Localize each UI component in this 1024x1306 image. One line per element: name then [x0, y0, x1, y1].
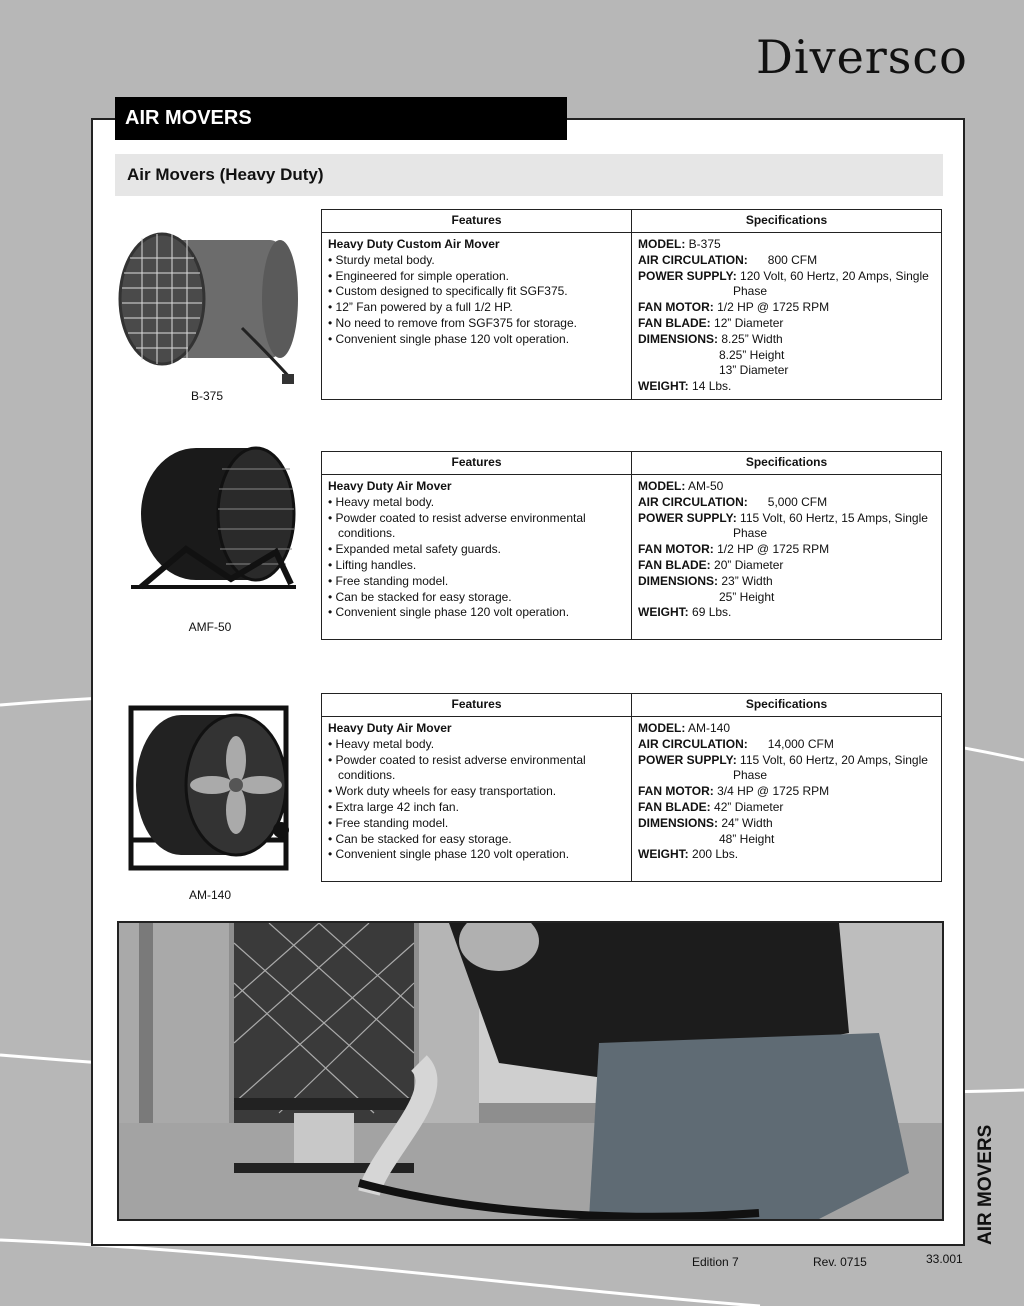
spec-weight: 14 Lbs. — [692, 379, 732, 394]
spec-dim: 8.25” Width — [721, 331, 783, 346]
spec-label: MODEL: — [638, 237, 686, 251]
feature-item: • Work duty wheels for easy transportation. — [328, 784, 557, 799]
feature-item: • Heavy metal body. — [328, 494, 435, 509]
spec-blade: 42” Diameter — [714, 799, 784, 814]
spec-label: WEIGHT: — [638, 605, 689, 620]
spec-air: 14,000 CFM — [767, 736, 834, 751]
feature-item: • Heavy metal body. — [328, 736, 435, 751]
spec-label: DIMENSIONS: — [638, 331, 719, 346]
spec-dim: 25” Height — [719, 589, 775, 604]
feature-item: • Engineered for simple operation. — [328, 268, 509, 283]
feature-item: • Can be stacked for easy storage. — [328, 589, 512, 604]
spec-dim: 48” Height — [719, 831, 775, 846]
spec-air: 5,000 CFM — [767, 494, 828, 509]
spec-label: DIMENSIONS: — [638, 573, 719, 588]
feature-item: • Extra large 42 inch fan. — [328, 799, 459, 814]
spec-weight: 200 Lbs. — [692, 847, 739, 862]
spec-dim: 13” Diameter — [719, 363, 789, 378]
spec-label: FAN MOTOR: — [638, 300, 714, 315]
feature-title: Heavy Duty Air Mover — [328, 479, 452, 493]
spec-label: POWER SUPPLY: — [638, 268, 737, 283]
spec-dim: 23” Width — [721, 573, 773, 588]
feature-item: • 12” Fan powered by a full 1/2 HP. — [328, 300, 513, 315]
spec-label: WEIGHT: — [638, 847, 689, 862]
features-cell — [322, 717, 632, 882]
feature-item: • Powder coated to resist adverse environmental conditions. — [328, 752, 586, 783]
feature-item: • Lifting handles. — [328, 557, 417, 572]
product-caption: AMF-50 — [188, 620, 232, 634]
feature-item: • Convenient single phase 120 volt operation. — [328, 847, 570, 862]
feature-item: • Expanded metal safety guards. — [328, 542, 501, 557]
product-spec-table — [321, 209, 942, 400]
spec-power-cont: Phase — [733, 284, 768, 299]
features-header: Features — [322, 210, 632, 233]
specifications-cell — [632, 717, 942, 882]
spec-label: FAN BLADE: — [638, 557, 711, 572]
specifications-cell — [632, 233, 942, 400]
feature-item: • No need to remove from SGF375 for storage. — [328, 315, 577, 330]
spec-motor: 1/2 HP @ 1725 RPM — [717, 300, 830, 315]
spec-power-cont: Phase — [733, 526, 768, 541]
am140-fan-image — [126, 700, 296, 875]
features-header: Features — [322, 452, 632, 475]
feature-item: • Can be stacked for easy storage. — [328, 831, 512, 846]
spec-label: POWER SUPPLY: — [638, 510, 737, 525]
specifications-header: Specifications — [632, 210, 942, 233]
footer-page-number: 33.001 — [926, 1252, 963, 1266]
spec-model: AM-50 — [688, 479, 724, 493]
spec-label: FAN MOTOR: — [638, 542, 714, 557]
spec-label: POWER SUPPLY: — [638, 752, 737, 767]
spec-power: 115 Volt, 60 Hertz, 15 Amps, Single — [740, 510, 928, 525]
b375-fan-image — [112, 228, 302, 398]
product-spec-table — [321, 451, 942, 640]
product-spec-table — [321, 693, 942, 882]
specifications-header: Specifications — [632, 452, 942, 475]
spec-model: B-375 — [688, 237, 721, 251]
spec-label: MODEL: — [638, 721, 686, 735]
feature-title: Heavy Duty Air Mover — [328, 721, 452, 735]
feature-item: • Free standing model. — [328, 573, 449, 588]
product-caption: B-375 — [190, 389, 224, 403]
spec-power: 120 Volt, 60 Hertz, 20 Amps, Single — [740, 268, 929, 283]
feature-item: • Custom designed to specifically fit SGF375. — [328, 284, 568, 299]
brand-logo: Diversco — [756, 30, 968, 84]
side-section-label: AIR MOVERS — [975, 1124, 996, 1245]
spec-label: FAN MOTOR: — [638, 784, 714, 799]
feature-item: • Powder coated to resist adverse environmental conditions. — [328, 510, 586, 541]
spec-blade: 12” Diameter — [714, 315, 784, 330]
section-subtitle: Air Movers (Heavy Duty) — [115, 154, 943, 196]
spec-label: WEIGHT: — [638, 379, 689, 394]
spec-blade: 20” Diameter — [714, 557, 784, 572]
spec-label: AIR CIRCULATION: — [638, 736, 748, 751]
footer-edition: Edition 7 — [692, 1255, 739, 1269]
spec-motor: 3/4 HP @ 1725 RPM — [717, 784, 830, 799]
specifications-header: Specifications — [632, 694, 942, 717]
footer-rev: Rev. 0715 — [813, 1255, 867, 1269]
spec-dim: 24” Width — [721, 815, 773, 830]
spec-label: MODEL: — [638, 479, 686, 493]
spec-motor: 1/2 HP @ 1725 RPM — [717, 542, 830, 557]
spec-label: AIR CIRCULATION: — [638, 252, 748, 267]
spec-power-cont: Phase — [733, 768, 768, 783]
feature-item: • Sturdy metal body. — [328, 252, 435, 267]
feature-item: • Free standing model. — [328, 815, 449, 830]
worker-photo — [117, 921, 944, 1221]
spec-weight: 69 Lbs. — [692, 605, 732, 620]
features-cell — [322, 233, 632, 400]
features-cell — [322, 475, 632, 640]
feature-item: • Convenient single phase 120 volt operation. — [328, 605, 570, 620]
features-header: Features — [322, 694, 632, 717]
amf50-fan-image — [126, 444, 301, 594]
feature-item: • Convenient single phase 120 volt operation. — [328, 331, 570, 346]
spec-model: AM-140 — [688, 721, 731, 735]
spec-label: FAN BLADE: — [638, 315, 711, 330]
product-caption: AM-140 — [188, 888, 232, 902]
specifications-cell — [632, 475, 942, 640]
spec-label: AIR CIRCULATION: — [638, 494, 748, 509]
spec-label: DIMENSIONS: — [638, 815, 719, 830]
section-title: AIR MOVERS — [115, 97, 567, 140]
feature-title: Heavy Duty Custom Air Mover — [328, 237, 500, 251]
spec-air: 800 CFM — [767, 252, 818, 267]
spec-dim: 8.25” Height — [719, 347, 785, 362]
spec-power: 115 Volt, 60 Hertz, 20 Amps, Single — [740, 752, 928, 767]
spec-label: FAN BLADE: — [638, 799, 711, 814]
